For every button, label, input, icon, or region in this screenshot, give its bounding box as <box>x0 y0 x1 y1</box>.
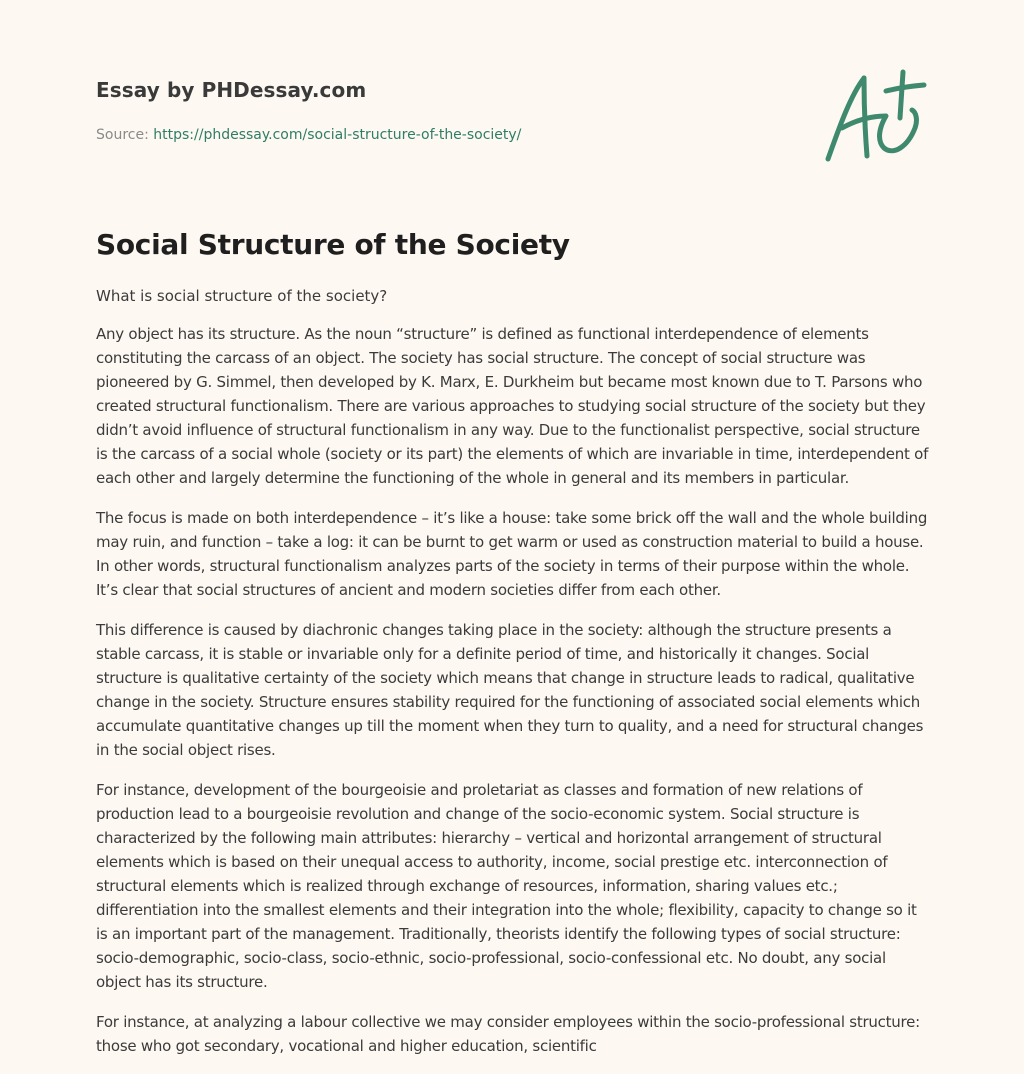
site-header <box>96 76 796 145</box>
article-paragraph: For instance, at analyzing a labour collective we may consider employees within the socio-professional structure: those who got secondary, vocational and higher education, scientific <box>96 1013 920 1055</box>
site-brand: Essay by PHDessay.com <box>96 78 367 102</box>
a-plus-icon <box>820 66 930 166</box>
article-body <box>96 284 932 1074</box>
source-label: Source: <box>96 127 154 143</box>
article-paragraph: For instance, development of the bourgeoisie and proletariat as classes and formation of new relations of production lead to a bourgeoisie revolution and change of the socio-economic system. Social structure is characterized by the following main attributes: hierarchy – vertical and horizontal arrangement of structural elements which is based on their unequal access to authority, income, social prestige etc. interconnection of structural elements which is realized through exchange of resources, information, sharing values etc.; differentiation into the smallest elements and their integration into the whole; flexibility, capacity to change so it is an important part of the management. Traditionally, theorists identify the following types of social structure: socio-demographic, socio-class, socio-ethnic, socio-professional, socio-confessional etc. No doubt, any social object has its structure. <box>96 781 917 991</box>
source-link[interactable]: https://phdessay.com/social-structure-of-the-society/ <box>153 127 522 143</box>
article-question: What is social structure of the society? <box>96 287 388 305</box>
source-line <box>96 125 796 145</box>
article-paragraph: This difference is caused by diachronic changes taking place in the society: although the structure presents a stable carcass, it is stable or invariable only for a definite period of time, and historically it changes. Social structure is qualitative certainty of the society which means that change in structure leads to radical, qualitative change in the society. Structure ensures stability required for the functioning of associated social elements which accumulate quantitative changes up till the moment when they turn to quality, and a need for structural changes in the social object rises. <box>96 621 924 759</box>
article-paragraph: The focus is made on both interdependence – it’s like a house: take some brick off the wall and the whole building may ruin, and function – take a log: it can be burnt to get warm or used as construction material to build a house. In other words, structural functionalism analyzes parts of the society in terms of their purpose within the whole. It’s clear that social structures of ancient and modern societies differ from each other. <box>96 509 928 599</box>
article-paragraph: Any object has its structure. As the noun “structure” is defined as functional interdependence of elements constituting the carcass of an object. The society has social structure. The concept of social structure was pioneered by G. Simmel, then developed by K. Marx, E. Durkheim but became most known due to T. Parsons who created structural functionalism. There are various approaches to studying social structure of the society but they didn’t avoid influence of structural functionalism in any way. Due to the functionalist perspective, social structure is the carcass of a social whole (society or its part) the elements of which are invariable in time, interdependent of each other and largely determine the functioning of the whole in general and its members in particular. <box>96 325 929 487</box>
page-title: Social Structure of the Society <box>96 228 570 261</box>
